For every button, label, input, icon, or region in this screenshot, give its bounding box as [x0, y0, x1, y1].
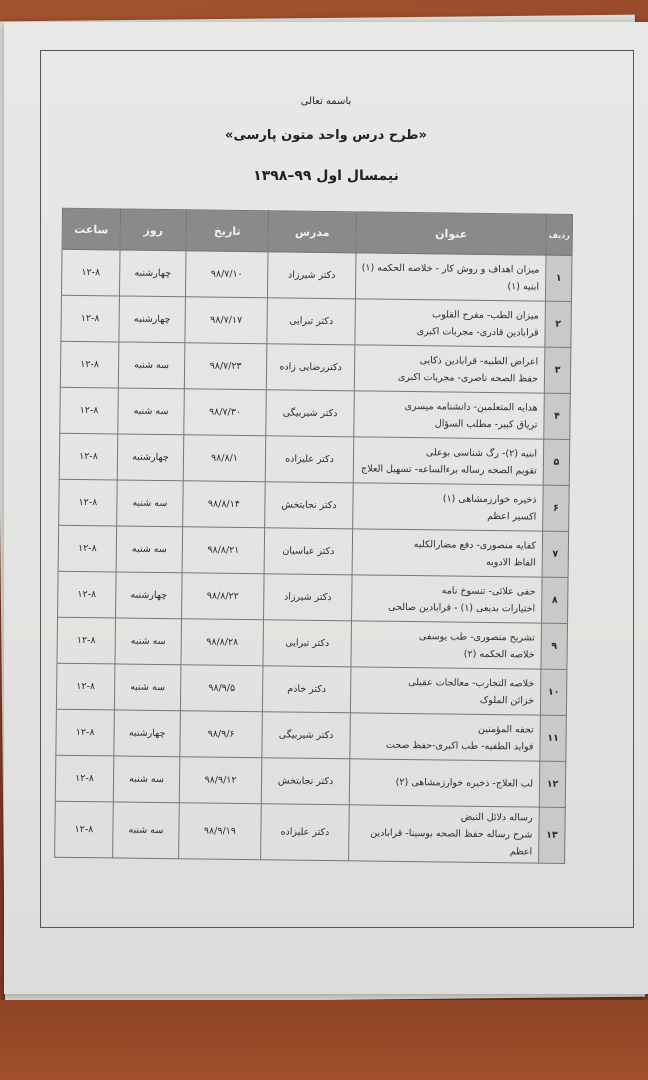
cell-teacher: دکتر عباسیان	[264, 528, 353, 575]
topic-line-1: تشریح منصوری- طب یوسفی	[418, 630, 535, 644]
table-row	[59, 433, 570, 485]
cell-day: سه شنبه	[113, 756, 180, 803]
cell-topic	[350, 667, 541, 715]
table-row	[59, 479, 570, 531]
table-row	[56, 709, 567, 761]
cell-time: ۱۲-۸	[59, 479, 118, 526]
cell-topic	[349, 805, 540, 863]
cell-topic	[353, 437, 544, 485]
cell-date: ۹۸/۸/۲۱	[182, 527, 265, 574]
topic-line-1: هدایه المتعلمین- دانشنامه میسری	[404, 400, 538, 414]
cell-time: ۱۲-۸	[60, 341, 119, 388]
cell-day: چهارشنبه	[119, 250, 186, 297]
cell-teacher: دکتر تبرایی	[263, 620, 352, 667]
cell-topic	[349, 759, 540, 807]
cell-time: ۱۲-۸	[55, 755, 114, 802]
topic-line-2: خلاصه الحکمه (۲)	[463, 648, 535, 661]
cell-time: ۱۲-۸	[56, 663, 115, 710]
table-row	[61, 249, 572, 301]
header-num: ردیف	[546, 214, 572, 255]
desk-surface	[0, 1000, 648, 1080]
table-row	[58, 525, 569, 577]
cell-num: ۷	[542, 531, 569, 577]
cell-teacher: دکتر شیرزاد	[267, 252, 356, 299]
cell-topic	[355, 299, 546, 347]
header-day: روز	[120, 209, 186, 251]
cell-teacher: دکتر شیربیگی	[262, 712, 351, 759]
topic-line-1: میزان الطب- مفرح القلوب	[432, 308, 539, 322]
cell-topic	[354, 391, 545, 439]
table-row	[61, 295, 572, 347]
topic-line-1: ذخیره خوارزمشاهی (۱)	[442, 492, 537, 506]
topic-line-2: تقویم الصحه رساله برءالساعه- تسهیل العلاج	[361, 462, 537, 477]
cell-time: ۱۲-۸	[61, 249, 120, 296]
cell-topic	[355, 253, 546, 301]
cell-teacher: دکتر شیرزاد	[264, 574, 353, 621]
cell-day: چهارشنبه	[116, 572, 183, 619]
topic-line-1: اعراض الطبیه- قرابادین ذکایی	[419, 354, 539, 368]
topic-line-1: حفی علائی- تنسوخ نامه	[441, 584, 536, 598]
cell-teacher: دکتر خادم	[262, 666, 351, 713]
cell-date: ۹۸/۹/۱۲	[179, 757, 262, 804]
cell-teacher: دکتر علیزاده	[265, 436, 354, 483]
table-row	[58, 571, 569, 623]
cell-teacher: دکتر نجابتخش	[261, 758, 350, 805]
cell-day: چهارشنبه	[117, 434, 184, 481]
cell-day: سه شنبه	[113, 802, 180, 859]
cell-topic	[354, 345, 545, 393]
cell-date: ۹۸/۷/۳۰	[184, 389, 267, 436]
cell-date: ۹۸/۹/۶	[180, 711, 263, 758]
cell-time: ۱۲-۸	[58, 525, 117, 572]
paper-sheet	[4, 22, 648, 994]
cell-num: ۱۳	[539, 807, 566, 863]
cell-day: سه شنبه	[116, 526, 183, 573]
cell-teacher: دکتر علیزاده	[261, 804, 350, 861]
term-heading: نیمسال اول ۹۹–۱۳۹۸	[253, 168, 399, 184]
topic-line-2: حفظ الصحه ناصری- مجربات اکبری	[397, 371, 539, 385]
schedule-table	[54, 208, 573, 864]
cell-time: ۱۲-۸	[60, 387, 119, 434]
cell-date: ۹۸/۹/۱۹	[179, 803, 262, 860]
topic-line-2: شرح رساله حفظ الصحه بوسینا- قرابادین اعظم	[370, 827, 533, 858]
table-row	[57, 617, 568, 669]
cell-day: سه شنبه	[118, 388, 185, 435]
topic-line-1: کفایه منصوری- دفع مضارالکلیه	[413, 538, 537, 552]
cell-day: سه شنبه	[114, 664, 181, 711]
header-date: تاریخ	[186, 210, 268, 252]
cell-date: ۹۸/۹/۵	[180, 665, 263, 712]
topic-line-1: رساله دلائل النبض	[460, 811, 533, 824]
cell-time: ۱۲-۸	[59, 433, 118, 480]
cell-day: چهارشنبه	[114, 710, 181, 757]
table-row	[60, 341, 571, 393]
header-topic: عنوان	[356, 212, 546, 255]
cell-date: ۹۸/۸/۱۴	[183, 481, 266, 528]
cell-topic	[352, 575, 543, 623]
cell-num: ۵	[543, 439, 570, 485]
cell-time: ۱۲-۸	[55, 801, 114, 858]
topic-line-2: اکسیر اعظم	[487, 510, 537, 523]
cell-teacher: دکتررضایی زاده	[266, 344, 355, 391]
cell-date: ۹۸/۸/۱	[183, 435, 266, 482]
topic-line-1: لب العلاج- ذخیره خوارزمشاهی (۲)	[395, 776, 534, 790]
topic-line-2: الفاظ الادویه	[486, 556, 536, 569]
cell-time: ۱۲-۸	[61, 295, 120, 342]
header-time: ساعت	[62, 208, 120, 250]
topic-line-1: خلاصه التجارب- معالجات عقیلی	[408, 676, 535, 690]
cell-num: ۲	[545, 301, 572, 347]
topic-line-2: فواید الطفیه- طب اکبری-حفظ صحت	[385, 739, 534, 753]
document-title: «طرح درس واحد متون پارسی»	[225, 128, 427, 143]
cell-num: ۱	[545, 255, 572, 301]
cell-time: ۱۲-۸	[58, 571, 117, 618]
cell-date: ۹۸/۷/۲۳	[184, 343, 267, 390]
cell-num: ۳	[544, 347, 571, 393]
topic-line-1: میزان اهداف و روش کار - خلاصه الحکمه (۱)	[361, 261, 540, 276]
cell-day: سه شنبه	[117, 480, 184, 527]
cell-num: ۴	[544, 393, 571, 439]
cell-time: ۱۲-۸	[56, 709, 115, 756]
cell-day: چهارشنبه	[119, 296, 186, 343]
cell-teacher: دکتر نجابتخش	[265, 482, 354, 529]
topic-line-2: ابنیه (۱)	[507, 280, 540, 293]
table-row	[60, 387, 571, 439]
cell-date: ۹۸/۷/۱۰	[185, 251, 268, 298]
topic-line-2: تریاق کبیر- مطلب السؤال	[434, 417, 538, 431]
cell-teacher: دکتر شیربیگی	[266, 390, 355, 437]
topic-line-2: خزائن الملوک	[479, 694, 535, 707]
cell-teacher: دکتر تبرایی	[267, 298, 356, 345]
cell-topic	[350, 713, 541, 761]
header-teacher: مدرس	[268, 211, 356, 253]
cell-time: ۱۲-۸	[57, 617, 116, 664]
topic-line-2: اختیارات بدیعی (۱) - قرابادین صالحی	[387, 601, 536, 615]
topic-line-1: ابنیه (۲)- رگ شناسی بوعلی	[425, 446, 538, 460]
table-row	[55, 755, 566, 807]
cell-num: ۶	[543, 485, 570, 531]
cell-num: ۹	[541, 623, 568, 669]
cell-num: ۱۲	[539, 761, 566, 807]
cell-topic	[353, 483, 544, 531]
cell-topic	[352, 529, 543, 577]
cell-date: ۹۸/۸/۲۸	[181, 619, 264, 666]
topic-line-1: تحفه المؤمنین	[477, 723, 534, 736]
cell-num: ۱۱	[540, 715, 567, 761]
cell-topic	[351, 621, 542, 669]
topic-line-2: قرابادین قادری- مجربات اکبری	[416, 325, 539, 339]
table-row	[56, 663, 567, 715]
cell-day: سه شنبه	[118, 342, 185, 389]
table-header-row	[62, 208, 572, 255]
cell-day: سه شنبه	[115, 618, 182, 665]
table-row	[55, 801, 566, 863]
cell-date: ۹۸/۸/۲۲	[182, 573, 265, 620]
cell-num: ۸	[541, 577, 568, 623]
basmala-heading: باسمه تعالی	[300, 96, 352, 107]
cell-num: ۱۰	[540, 669, 567, 715]
cell-date: ۹۸/۷/۱۷	[185, 297, 268, 344]
